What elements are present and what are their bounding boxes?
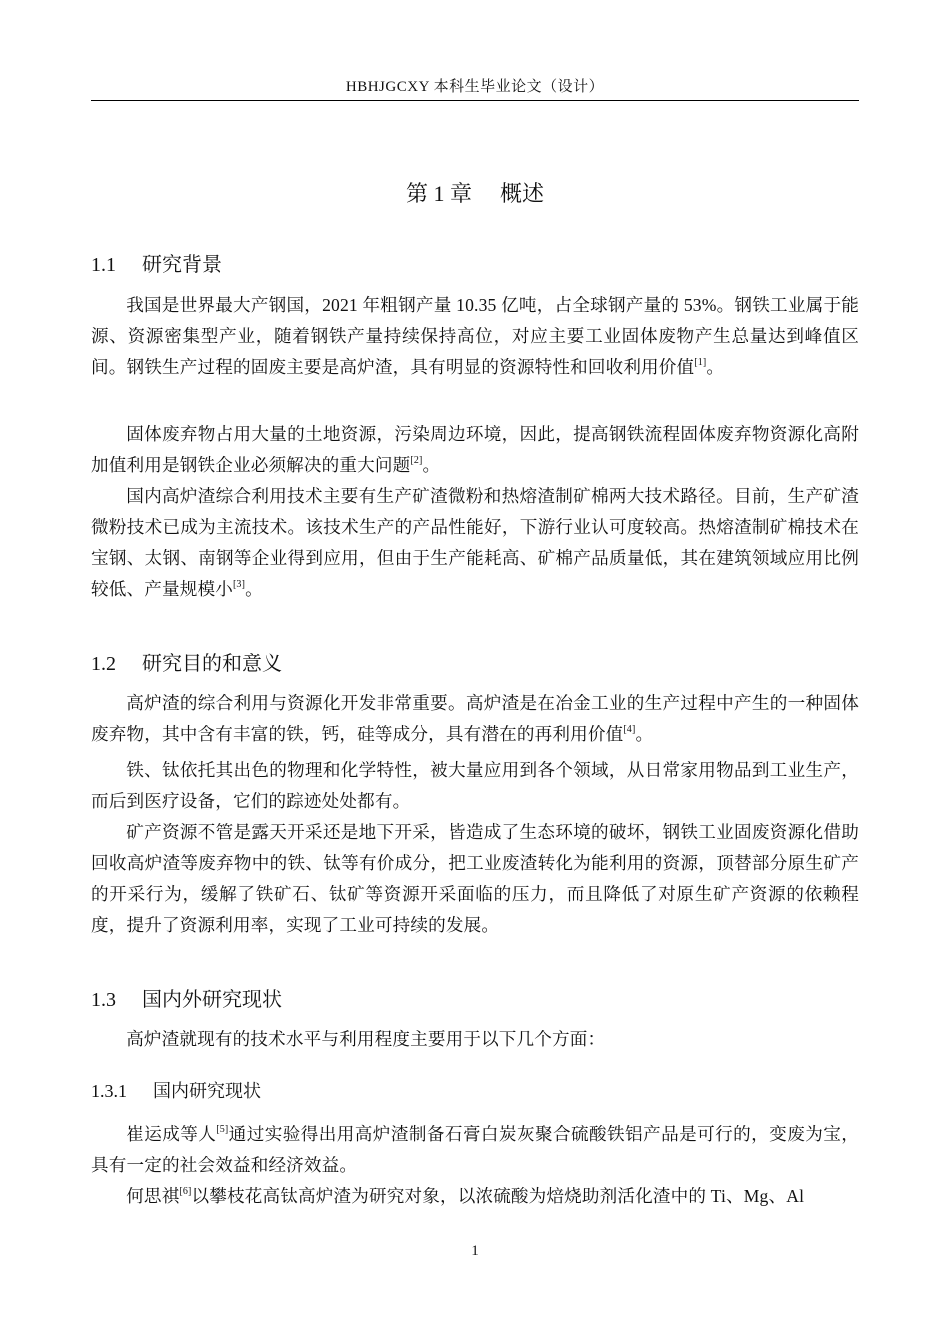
paragraph-lead: 何思祺 — [126, 1186, 180, 1206]
paragraph — [91, 419, 859, 481]
paragraph — [91, 290, 859, 383]
chapter-name: 概述 — [499, 182, 544, 207]
section-number: 1.1 — [91, 254, 116, 276]
paragraph-text: 我国是世界最大产钢国，2021 年粗钢产量 10.35 亿吨，占全球钢产量的 53%。钢铁工业属于能源、资源密集型产业，随着钢铁产量持续保持高位，对应主要工业固体废物产生总量达到峰值区间。钢铁生产过程的固废主要是高炉渣，具有明显的资源特性和回收利用价值 — [91, 295, 859, 377]
header-rule — [91, 100, 859, 101]
subsection-heading — [91, 1078, 261, 1105]
paragraph-text: 固体废弃物占用大量的土地资源，污染周边环境，因此，提高钢铁流程固体废弃物资源化高附加值利用是钢铁企业必须解决的重大问题 — [91, 424, 859, 475]
section-title: 国内外研究现状 — [142, 987, 282, 1011]
subsection-number: 1.3.1 — [91, 1081, 127, 1101]
paragraph-tail: 。 — [706, 357, 725, 377]
chapter-number: 第 1 章 — [405, 181, 472, 206]
paragraph-tail: 。 — [635, 724, 654, 744]
paragraph-text: 高炉渣的综合利用与资源化开发非常重要。高炉渣是在冶金工业的生产过程中产生的一种固体废弃物，其中含有丰富的铁，钙，硅等成分，具有潜在的再利用价值 — [91, 693, 859, 744]
paragraph — [91, 1181, 859, 1212]
paragraph — [91, 1119, 859, 1181]
paragraph-tail: 。 — [245, 579, 263, 599]
citation: [6] — [179, 1186, 192, 1197]
paragraph-tail: 。 — [422, 455, 441, 475]
paragraph-text: 矿产资源不管是露天开采还是地下开采，皆造成了生态环境的破坏，钢铁工业固废资源化借助回收高炉渣等废弃物中的铁、钛等有价成分，把工业废渣转化为能利用的资源，顶替部分原生矿产的开采行为，缓解了铁矿石、钛矿等资源开采面临的压力，而且降低了对原生矿产资源的依赖程度，提升了资源利用率，实现了工业可持续的发展。 — [91, 822, 859, 935]
paragraph — [91, 688, 859, 750]
citation: [3] — [232, 579, 246, 590]
section-number: 1.3 — [91, 989, 116, 1011]
paragraph-text: 通过实验得出用高炉渣制备石膏白炭灰聚合硫酸铁铝产品是可行的，变废为宝，具有一定的社会效益和经济效益。 — [91, 1124, 859, 1175]
paragraph-text: 以攀枝花高钛高炉渣为研究对象，以浓硫酸为焙烧助剂活化渣中的 Ti、Mg、Al — [191, 1186, 805, 1206]
paragraph-text: 国内高炉渣综合利用技术主要有生产矿渣微粉和热熔渣制矿棉两大技术路径。目前，生产矿渣微粉技术已成为主流技术。该技术生产的产品性能好，下游行业认可度较高。热熔渣制矿棉技术在宝钢、太钢、南钢等企业得到应用，但由于生产能耗高、矿棉产品质量低，其在建筑领域应用比例较低、产量规模小 — [91, 486, 859, 599]
subsection-title: 国内研究现状 — [153, 1081, 261, 1102]
section-heading — [91, 250, 222, 279]
section-title: 研究目的和意义 — [142, 651, 282, 675]
paragraph-lead: 崔运成等人 — [126, 1124, 217, 1144]
paragraph — [91, 755, 859, 817]
citation: [2] — [410, 455, 423, 466]
section-heading — [91, 985, 282, 1014]
citation: [4] — [623, 724, 636, 735]
section-heading — [91, 649, 282, 678]
page-number: 1 — [471, 1243, 479, 1259]
section-title: 研究背景 — [142, 252, 222, 276]
paragraph — [91, 817, 859, 941]
paragraph-text: 高炉渣就现有的技术水平与利用程度主要用于以下几个方面： — [126, 1029, 606, 1049]
chapter-title — [91, 178, 859, 211]
paragraph — [91, 1024, 859, 1055]
citation: [5] — [216, 1124, 229, 1135]
paragraph — [91, 481, 859, 605]
section-number: 1.2 — [91, 653, 116, 675]
running-header: HBHJGCXY 本科生毕业论文（设计） — [345, 79, 605, 95]
paragraph-text: 铁、钛依托其出色的物理和化学特性，被大量应用到各个领域，从日常家用物品到工业生产，而后到医疗设备，它们的踪迹处处都有。 — [91, 760, 859, 811]
citation: [1] — [694, 357, 707, 368]
